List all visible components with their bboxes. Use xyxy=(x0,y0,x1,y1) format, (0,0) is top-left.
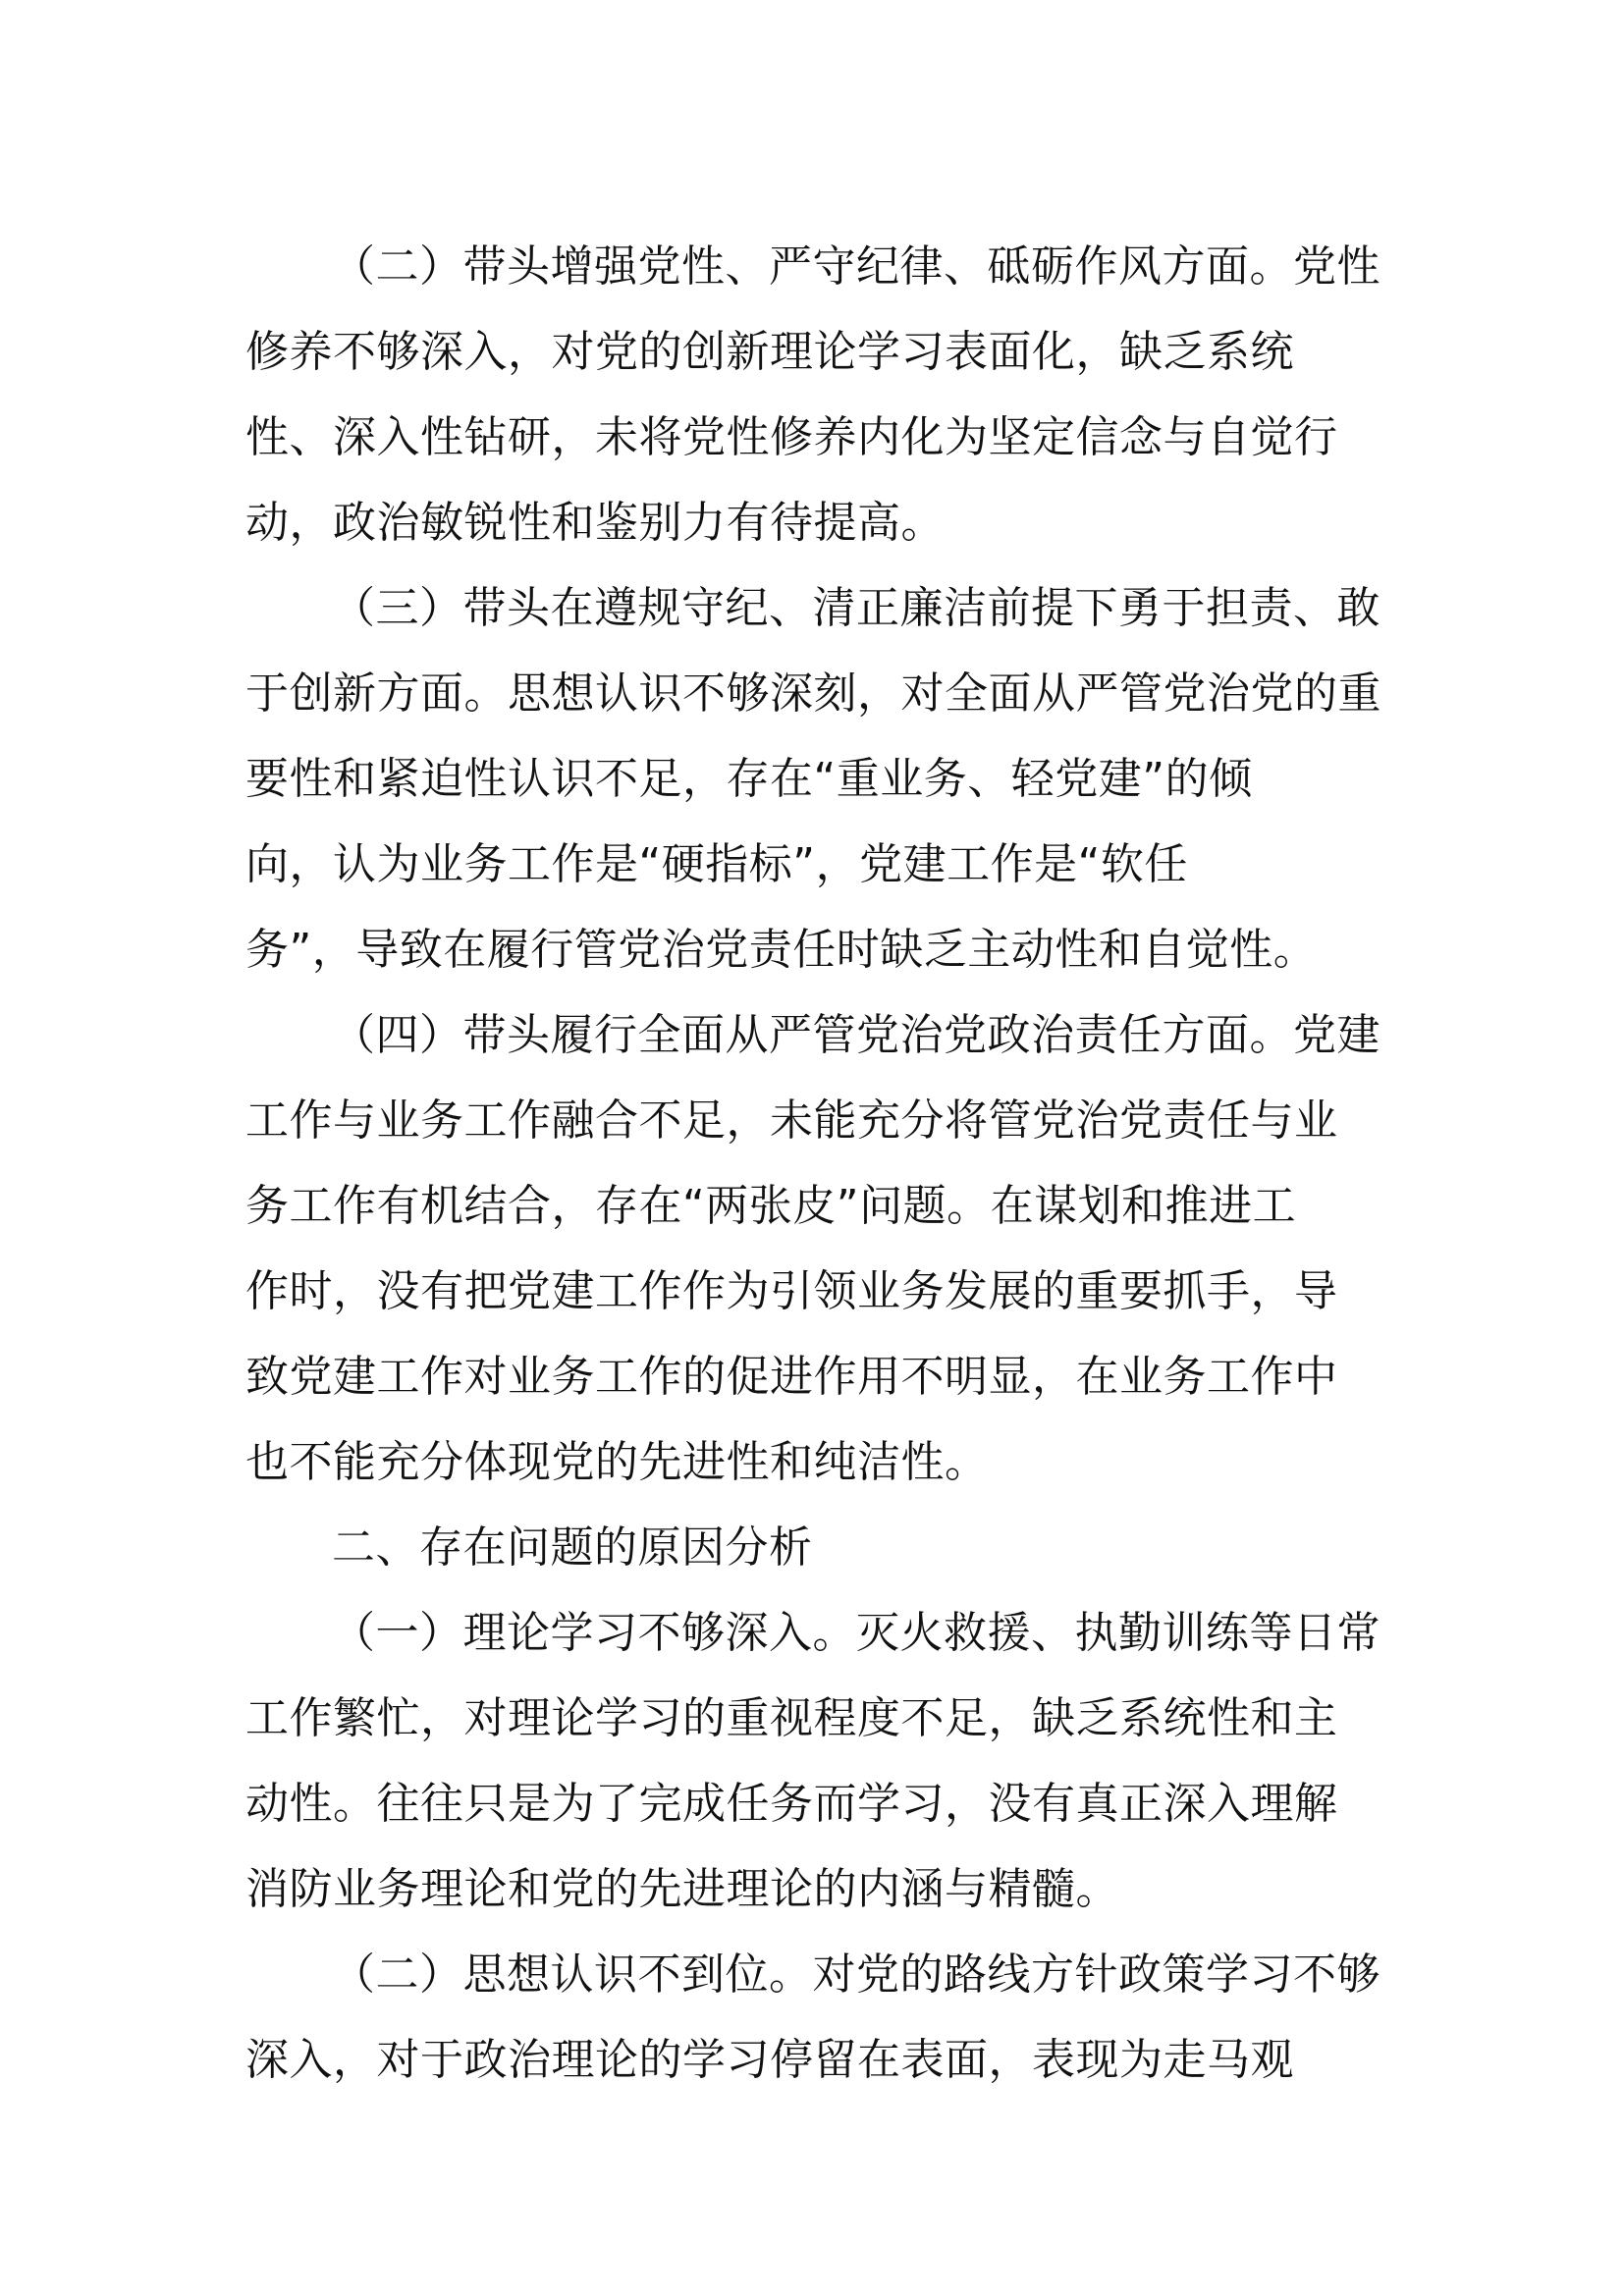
paragraph-4-line-5: 致党建工作对业务工作的促进作用不明显，在业务工作中 xyxy=(245,1352,1338,1402)
reason-1-line-2: 工作繁忙，对理论学习的重视程度不足，缺乏系统性和主 xyxy=(245,1693,1338,1743)
reason-2-line-1: （二）思想认识不到位。对党的路线方针政策学习不够 xyxy=(332,1949,1380,2000)
paragraph-4-line-6: 也不能充分体现党的先进性和纯洁性。 xyxy=(245,1437,989,1487)
paragraph-3-line-3: 要性和紧迫性认识不足，存在“重业务、轻党建”的倾 xyxy=(245,754,1253,804)
paragraph-2-line-1: （二）带头增强党性、严守纪律、砥砺作风方面。党性 xyxy=(332,241,1380,292)
paragraph-3-line-4: 向，认为业务工作是“硬指标”，党建工作是“软任 xyxy=(245,839,1188,889)
paragraph-4-line-2: 工作与业务工作融合不足，未能充分将管党治党责任与业 xyxy=(245,1095,1338,1146)
reason-2-line-2: 深入，对于政治理论的学习停留在表面，表现为走马观 xyxy=(245,2035,1294,2085)
paragraph-4-line-1: （四）带头履行全面从严管党治党政治责任方面。党建 xyxy=(332,1010,1380,1060)
reason-1-line-3: 动性。往往只是为了完成任务而学习，没有真正深入理解 xyxy=(245,1779,1338,1829)
paragraph-2-line-4: 动，政治敏锐性和鉴别力有待提高。 xyxy=(245,498,945,548)
reason-1-line-1: （一）理论学习不够深入。灭火救援、执勤训练等日常 xyxy=(332,1608,1380,1658)
paragraph-4-line-3: 务工作有机结合，存在“两张皮”问题。在谋划和推进工 xyxy=(245,1181,1297,1231)
reason-1-line-4: 消防业务理论和党的先进理论的内涵与精髓。 xyxy=(245,1864,1119,1914)
paragraph-4-line-4: 作时，没有把党建工作作为引领业务发展的重要抓手，导 xyxy=(245,1266,1338,1316)
section-heading: 二、存在问题的原因分析 xyxy=(332,1522,813,1573)
paragraph-2-line-2: 修养不够深入，对党的创新理论学习表面化，缺乏系统 xyxy=(245,327,1294,377)
paragraph-2-line-3: 性、深入性钻研，未将党性修养内化为坚定信念与自觉行 xyxy=(245,412,1338,462)
paragraph-3-line-2: 于创新方面。思想认识不够深刻，对全面从严管党治党的重 xyxy=(245,668,1381,719)
document-body xyxy=(245,224,1394,2103)
paragraph-3-line-5: 务”，导致在履行管党治党责任时缺乏主动性和自觉性。 xyxy=(245,925,1318,975)
paragraph-3-line-1: （三）带头在遵规守纪、清正廉洁前提下勇于担责、敢 xyxy=(332,583,1380,633)
